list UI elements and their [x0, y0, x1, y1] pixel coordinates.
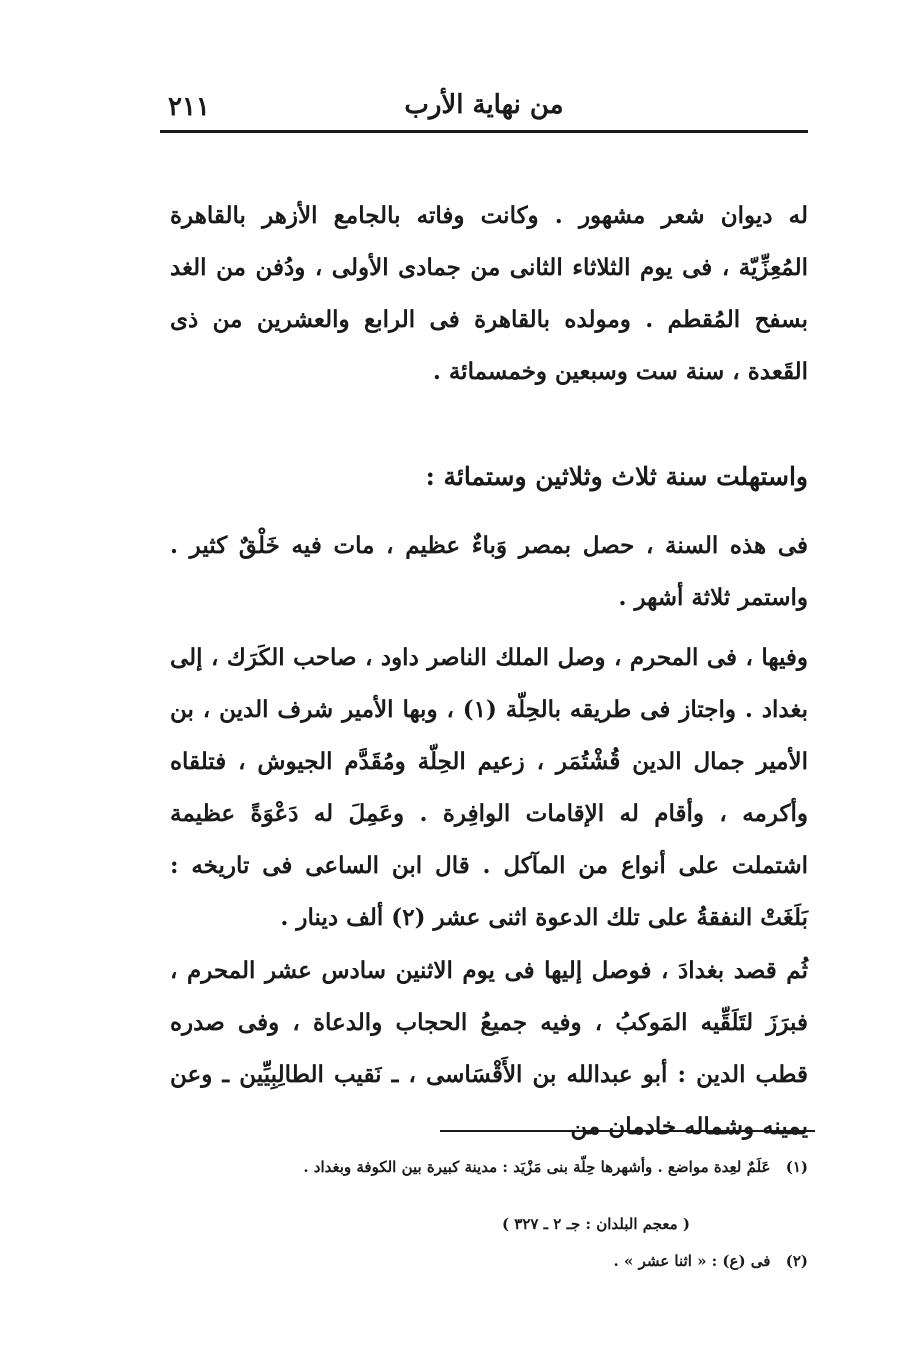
footnote-1-number: (١) — [785, 1158, 808, 1176]
footnote-1 — [170, 1153, 808, 1181]
footnote-1-source-text: ( معجم البلدان : جـ ٢ ـ ٣٢٧ ) — [501, 1215, 690, 1233]
paragraph-1: له ديوان شعر مشهور . وكانت وفاته بالجامع الأزهر بالقاهرة المُعِزِّيّة ، فى يوم الثلاثاء الثانى من جمادى الأولى ، ودُفن من الغد بسفح المُقطم . ومولده بالقاهرة فى الرابع والعشرين من ذى القَعدة ، سنة ست وسبعين وخمسمائة . — [170, 202, 808, 385]
paragraph-4: ثُم قصد بغدادَ ، فوصل إليها فى يوم الاثنين سادس عشر المحرم ، فبرَزَ لتَلَقِّيه المَوكبُ ، وفيه جميعُ الحجاب والدعاة ، وفى صدره قطب الدين : أبو عبدالله بن الأَقْسَاسى ، ـ نَقيب الطالِبِيِّين ـ وعن يمينه وشماله خادمان من — [170, 957, 808, 1140]
section-heading: واستهلت سنة ثلاث وثلاثين وستمائة : — [425, 462, 808, 491]
running-head — [160, 88, 808, 128]
header-rule — [160, 130, 808, 133]
paragraph-3: وفيها ، فى المحرم ، وصل الملك الناصر داود ، صاحب الكَرَك ، إلى بغداد . واجتاز فى طريقه بالحِلّة (١) ، وبها الأمير شرف الدين ، بن الأمير جمال الدين قُشْتُمَر ، زعيم الحِلّة ومُقَدَّم الجيوش ، فتلقاه وأكرمه ، وأقام له الإقامات الوافِرة . وعَمِلَ له دَعْوَةً عظيمة اشتملت على أنواع من المآكل . قال ابن الساعى فى تاريخه : بَلَغَتْ النفقةُ على تلك الدعوة اثنى عشر (٢) ألف دينار . — [170, 644, 808, 931]
footnote-2 — [170, 1247, 808, 1275]
footnote-1-text: عَلَمٌ لعِدة مواضع . وأشهرها حِلّة بنى مَزْيَد : مدينة كبيرة بين الكوفة وبغداد . — [303, 1158, 771, 1176]
footnote-1-source — [170, 1210, 690, 1238]
paragraph-2: فى هذه السنة ، حصل بمصر وَباءٌ عظيم ، مات فيه خَلْقٌ كثير . واستمر ثلاثة أشهر . — [170, 532, 808, 611]
page-number: ٢١١ — [168, 92, 210, 122]
footnote-2-text: فى (ع) : « اثنا عشر » . — [613, 1252, 771, 1270]
running-title: من نهاية الأرب — [404, 90, 564, 120]
footnote-rule — [440, 1130, 815, 1132]
footnote-2-number: (٢) — [785, 1252, 808, 1270]
